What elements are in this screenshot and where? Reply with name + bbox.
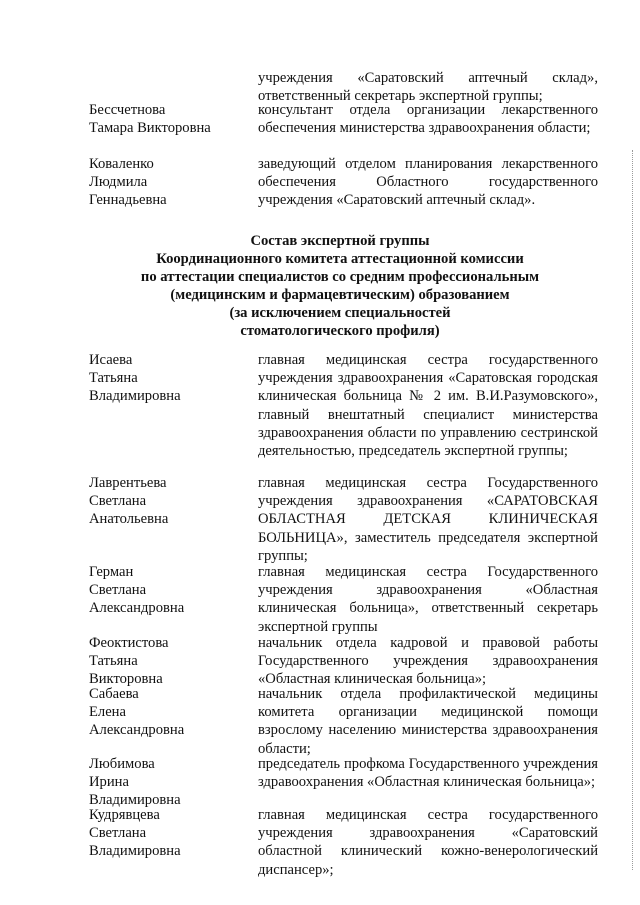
heading-line: (за исключением специальностей [229,305,451,322]
name-line: Ирина [89,774,129,791]
member-description: главная медицинская сестра государственного учреждения здравоохранения «Саратовский областной клинический кожно-венерологический диспансер»; [258,807,598,878]
heading-line: Состав экспертной группы [250,233,430,249]
member-description: начальник отдела профилактической медицины комитета организации медицинской помощи взрослому населению министерства здравоохранения области; [258,686,598,757]
name-line: Герман [89,564,134,580]
name-line: Анатольевна [89,511,169,528]
heading-line: (медицинским и фармацевтическим) образованием [170,287,510,304]
name-line: Любимова [89,756,155,772]
name-line: Владимировна [89,792,181,809]
entry-description: заведующий отделом планирования лекарственного обеспечения Областного государственного учреждения «Саратовский аптечный склад». [258,156,598,209]
name-line: Светлана [89,825,147,842]
name-line: Татьяна [89,370,138,387]
member-description: главная медицинская сестра Государственного учреждения здравоохранения «САРАТОВСКАЯ ОБЛАСТНАЯ ДЕТСКАЯ КЛИНИЧЕСКАЯ БОЛЬНИЦА», заместитель председателя экспертной группы; [258,475,598,564]
member-name [89,755,249,810]
name-line: Лаврентьева [89,475,167,491]
entry-description: учреждения «Саратовский аптечный склад», ответственный секретарь экспертной группы; [258,70,598,105]
name-line: Бессчетнова [89,102,166,118]
name-line: Александровна [89,600,185,617]
member-name [89,685,249,740]
name-line: Елена [89,704,126,721]
member-name [89,634,249,689]
name-line: Татьяна [89,653,138,670]
name-line: Владимировна [89,843,181,860]
member-name [89,806,249,861]
name-line: Феоктистова [89,635,169,651]
name-line: Сабаева [89,686,139,702]
member-description: председатель профкома Государственного учреждения здравоохранения «Областная клиническая больница»; [258,756,598,791]
name-line: Викторовна [89,671,163,688]
name-line: Светлана [89,582,147,599]
member-description: главная медицинская сестра государственного учреждения здравоохранения «Саратовская городская клиническая больница № 2 им. В.И.Разумовского», главный внештатный специалист министерства здравоохранения области по управлению сестринской деятельностью, председатель экспертной группы; [258,352,598,460]
section-heading [60,232,620,341]
heading-line: по аттестации специалистов со средним профессиональным [140,269,540,286]
entry-name [89,155,249,210]
name-line: Коваленко [89,156,154,172]
member-description: главная медицинская сестра Государственного учреждения здравоохранения «Областная клиническая больница», ответственный секретарь экспертной группы [258,564,598,635]
name-line: Тамара Викторовна [89,120,211,137]
name-line: Людмила [89,174,148,191]
name-line: Светлана [89,493,147,510]
member-name [89,474,249,529]
name-line: Кудрявцева [89,807,160,823]
heading-line: Координационного комитета аттестационной комиссии [156,251,524,268]
entry-name [89,101,249,137]
name-line: Владимировна [89,388,181,405]
name-line: Александровна [89,722,185,739]
member-name [89,563,249,618]
member-description: начальник отдела кадровой и правовой работы Государственного учреждения здравоохранения «Областная клиническая больница»; [258,635,598,688]
name-line: Геннадьевна [89,192,167,209]
member-name [89,351,249,406]
scan-edge-mark [632,150,636,870]
name-line: Исаева [89,352,133,368]
entry-description: консультант отдела организации лекарственного обеспечения министерства здравоохранения области; [258,102,598,137]
heading-line: стоматологического профиля) [240,323,440,340]
